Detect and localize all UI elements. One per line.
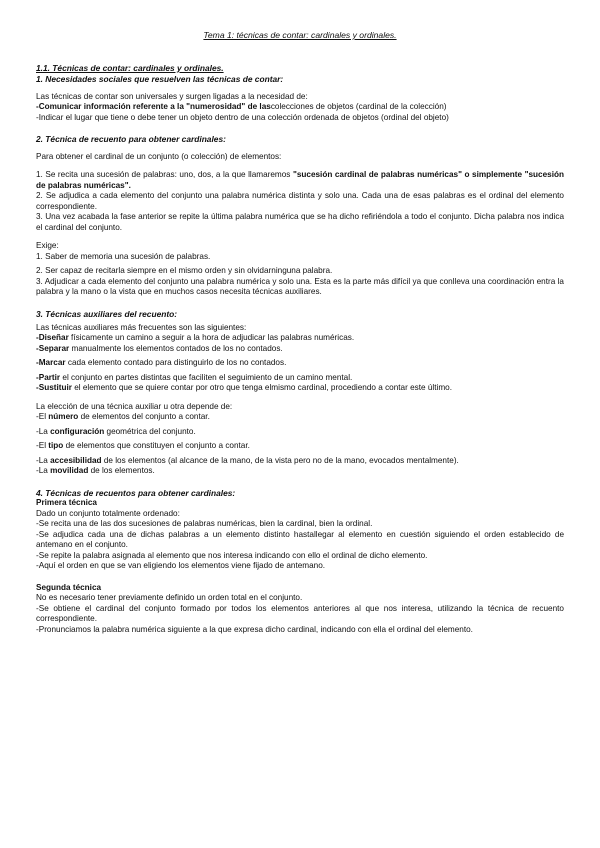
- subheading-primera: Primera técnica: [36, 498, 97, 508]
- section-4: [36, 488, 564, 636]
- list-item: [36, 427, 564, 438]
- bold-text: -Comunicar información referente a la "numerosidad" de las: [36, 102, 271, 111]
- section-1-heading: 1. Necesidades sociales que resuelven las técnicas de contar:: [36, 73, 284, 84]
- list-item: 2. Ser capaz de recitarla siempre en el mismo orden y sin olvidarninguna palabra.: [36, 266, 333, 276]
- text: colecciones de objetos (cardinal de la colección): [270, 102, 447, 111]
- page-title: Tema 1: técnicas de contar: cardinales y ordinales.: [203, 30, 397, 40]
- bold-text: -Partir: [36, 372, 61, 382]
- bold-text: configuración: [50, 426, 105, 436]
- list-item: [36, 383, 564, 394]
- bold-text: accesibilidad: [50, 455, 102, 465]
- section-4-heading: 4. Técnicas de recuentos para obtener cardinales:: [36, 487, 236, 498]
- text: el elemento que se quiere contar por otro que tenga elmismo cardinal, procediendo a contar este último.: [71, 383, 452, 392]
- list-item: [36, 170, 564, 191]
- bold-text: "sucesión cardinal de palabras numéricas" o simplemente "sucesión de palabras numéricas".: [36, 170, 564, 190]
- text: manualmente los elementos contados de los no contados.: [69, 343, 283, 353]
- list-item: -Se obtiene el cardinal del conjunto formado por todos los elementos anteriores al que nos interesa, utilizando la técnica de recuento correspondiente.: [36, 603, 564, 624]
- list-item: [36, 344, 564, 355]
- text: 1. Se recita una sucesión de palabras: uno, dos, a la que llamaremos: [36, 170, 293, 180]
- list-item: 2. Se adjudica a cada elemento del conjunto una palabra numérica distinta y solo una. Cada una de esas palabras es el ordinal del elemento correspondiente.: [36, 191, 564, 211]
- list-item: [36, 412, 564, 423]
- list-item: [36, 456, 564, 467]
- list-item: -Indicar el lugar que tiene o debe tener un objeto dentro de una colección ordenada de objetos (ordinal del objeto): [36, 112, 449, 122]
- list-item: 1. Saber de memoria una sucesión de palabras.: [36, 251, 211, 261]
- subheading-segunda: Segunda técnica: [36, 582, 102, 592]
- section-3: [36, 309, 564, 477]
- paragraph: Dado un conjunto totalmente ordenado:: [36, 508, 180, 518]
- list-item: -Aquí el orden en que se van eligiendo los elementos viene fijado de antemano.: [36, 561, 326, 571]
- list-item: -Se repite la palabra asignada al elemento que nos interesa indicando con ello el ordinal de dicho elemento.: [36, 550, 428, 560]
- list-item: [36, 466, 564, 477]
- text: de elementos que constituyen el conjunto a contar.: [63, 441, 250, 450]
- text: geométrica del conjunto.: [104, 426, 196, 436]
- list-item: [36, 102, 564, 113]
- list-item: [36, 333, 564, 344]
- section-1-1: [36, 63, 564, 123]
- paragraph: Las técnicas de contar son universales y surgen ligadas a la necesidad de:: [36, 91, 308, 101]
- text: -La: [36, 455, 51, 465]
- section-1-1-heading: 1.1. Técnicas de contar: cardinales y ordinales.: [36, 63, 224, 73]
- bold-text: número: [48, 412, 79, 421]
- paragraph: Para obtener el cardinal de un conjunto (o colección) de elementos:: [36, 151, 282, 161]
- list-item: -Se recita una de las dos sucesiones de palabras numéricas, bien la cardinal, bien la ordinal.: [36, 519, 373, 529]
- paragraph: La elección de una técnica auxiliar u otra depende de:: [36, 401, 233, 411]
- section-2-heading: 2. Técnica de recuento para obtener cardinales:: [36, 134, 226, 144]
- list-item: -Pronunciamos la palabra numérica siguiente a la que expresa dicho cardinal, indicando con ella el ordinal del elemento.: [36, 624, 473, 634]
- section-3-heading: 3. Técnicas auxiliares del recuento:: [36, 308, 178, 319]
- text: -La: [36, 466, 51, 475]
- list-item: -Se adjudica cada una de dichas palabras a un elemento distinto hastallegar al elemento en cuestión siguiendo el orden establecido de antemano en el conjunto.: [36, 529, 564, 550]
- section-2: [36, 134, 564, 298]
- list-item: [36, 358, 564, 369]
- list-item: 3. Una vez acabada la fase anterior se repite la última palabra numérica que se ha dicho refiriéndola a todo el conjunto. Dicha palabra nos indica el cardinal del conjunto.: [36, 212, 564, 232]
- bold-text: movilidad: [50, 466, 89, 475]
- bold-text: tipo: [48, 441, 64, 450]
- text: el conjunto en partes distintas que faciliten el seguimiento de un camino mental.: [60, 372, 353, 382]
- text: físicamente un camino a seguir a la hora de adjudicar las palabras numéricas.: [68, 333, 355, 342]
- paragraph: No es necesario tener previamente definido un orden total en el conjunto.: [36, 593, 303, 603]
- list-item: [36, 373, 564, 384]
- paragraph: Exige:: [36, 241, 59, 251]
- bold-text: -Diseñar: [36, 333, 69, 342]
- text: -El: [36, 412, 49, 421]
- text: de elementos del conjunto a contar.: [78, 412, 210, 421]
- paragraph: Las técnicas auxiliares más frecuentes son las siguientes:: [36, 322, 247, 332]
- text: -El: [36, 441, 49, 450]
- bold-text: -Sustituir: [36, 383, 72, 392]
- bold-text: -Separar: [36, 343, 70, 353]
- list-item: [36, 441, 564, 452]
- list-item: 3. Adjudicar a cada elemento del conjunto una palabra numérica y solo una. Esta es la parte más difícil ya que conlleva una coordinación entra la palabra y la mano o la vista que en muchos casos necesita técnicas auxiliares.: [36, 276, 564, 297]
- text: de los elementos (al alcance de la mano, de la vista pero no de la mano, evocados mentalmente).: [101, 455, 459, 465]
- text: cada elemento contado para distinguirlo de los no contados.: [65, 358, 287, 367]
- text: de los elementos.: [88, 466, 155, 475]
- bold-text: -Marcar: [36, 358, 66, 367]
- text: -La: [36, 426, 51, 436]
